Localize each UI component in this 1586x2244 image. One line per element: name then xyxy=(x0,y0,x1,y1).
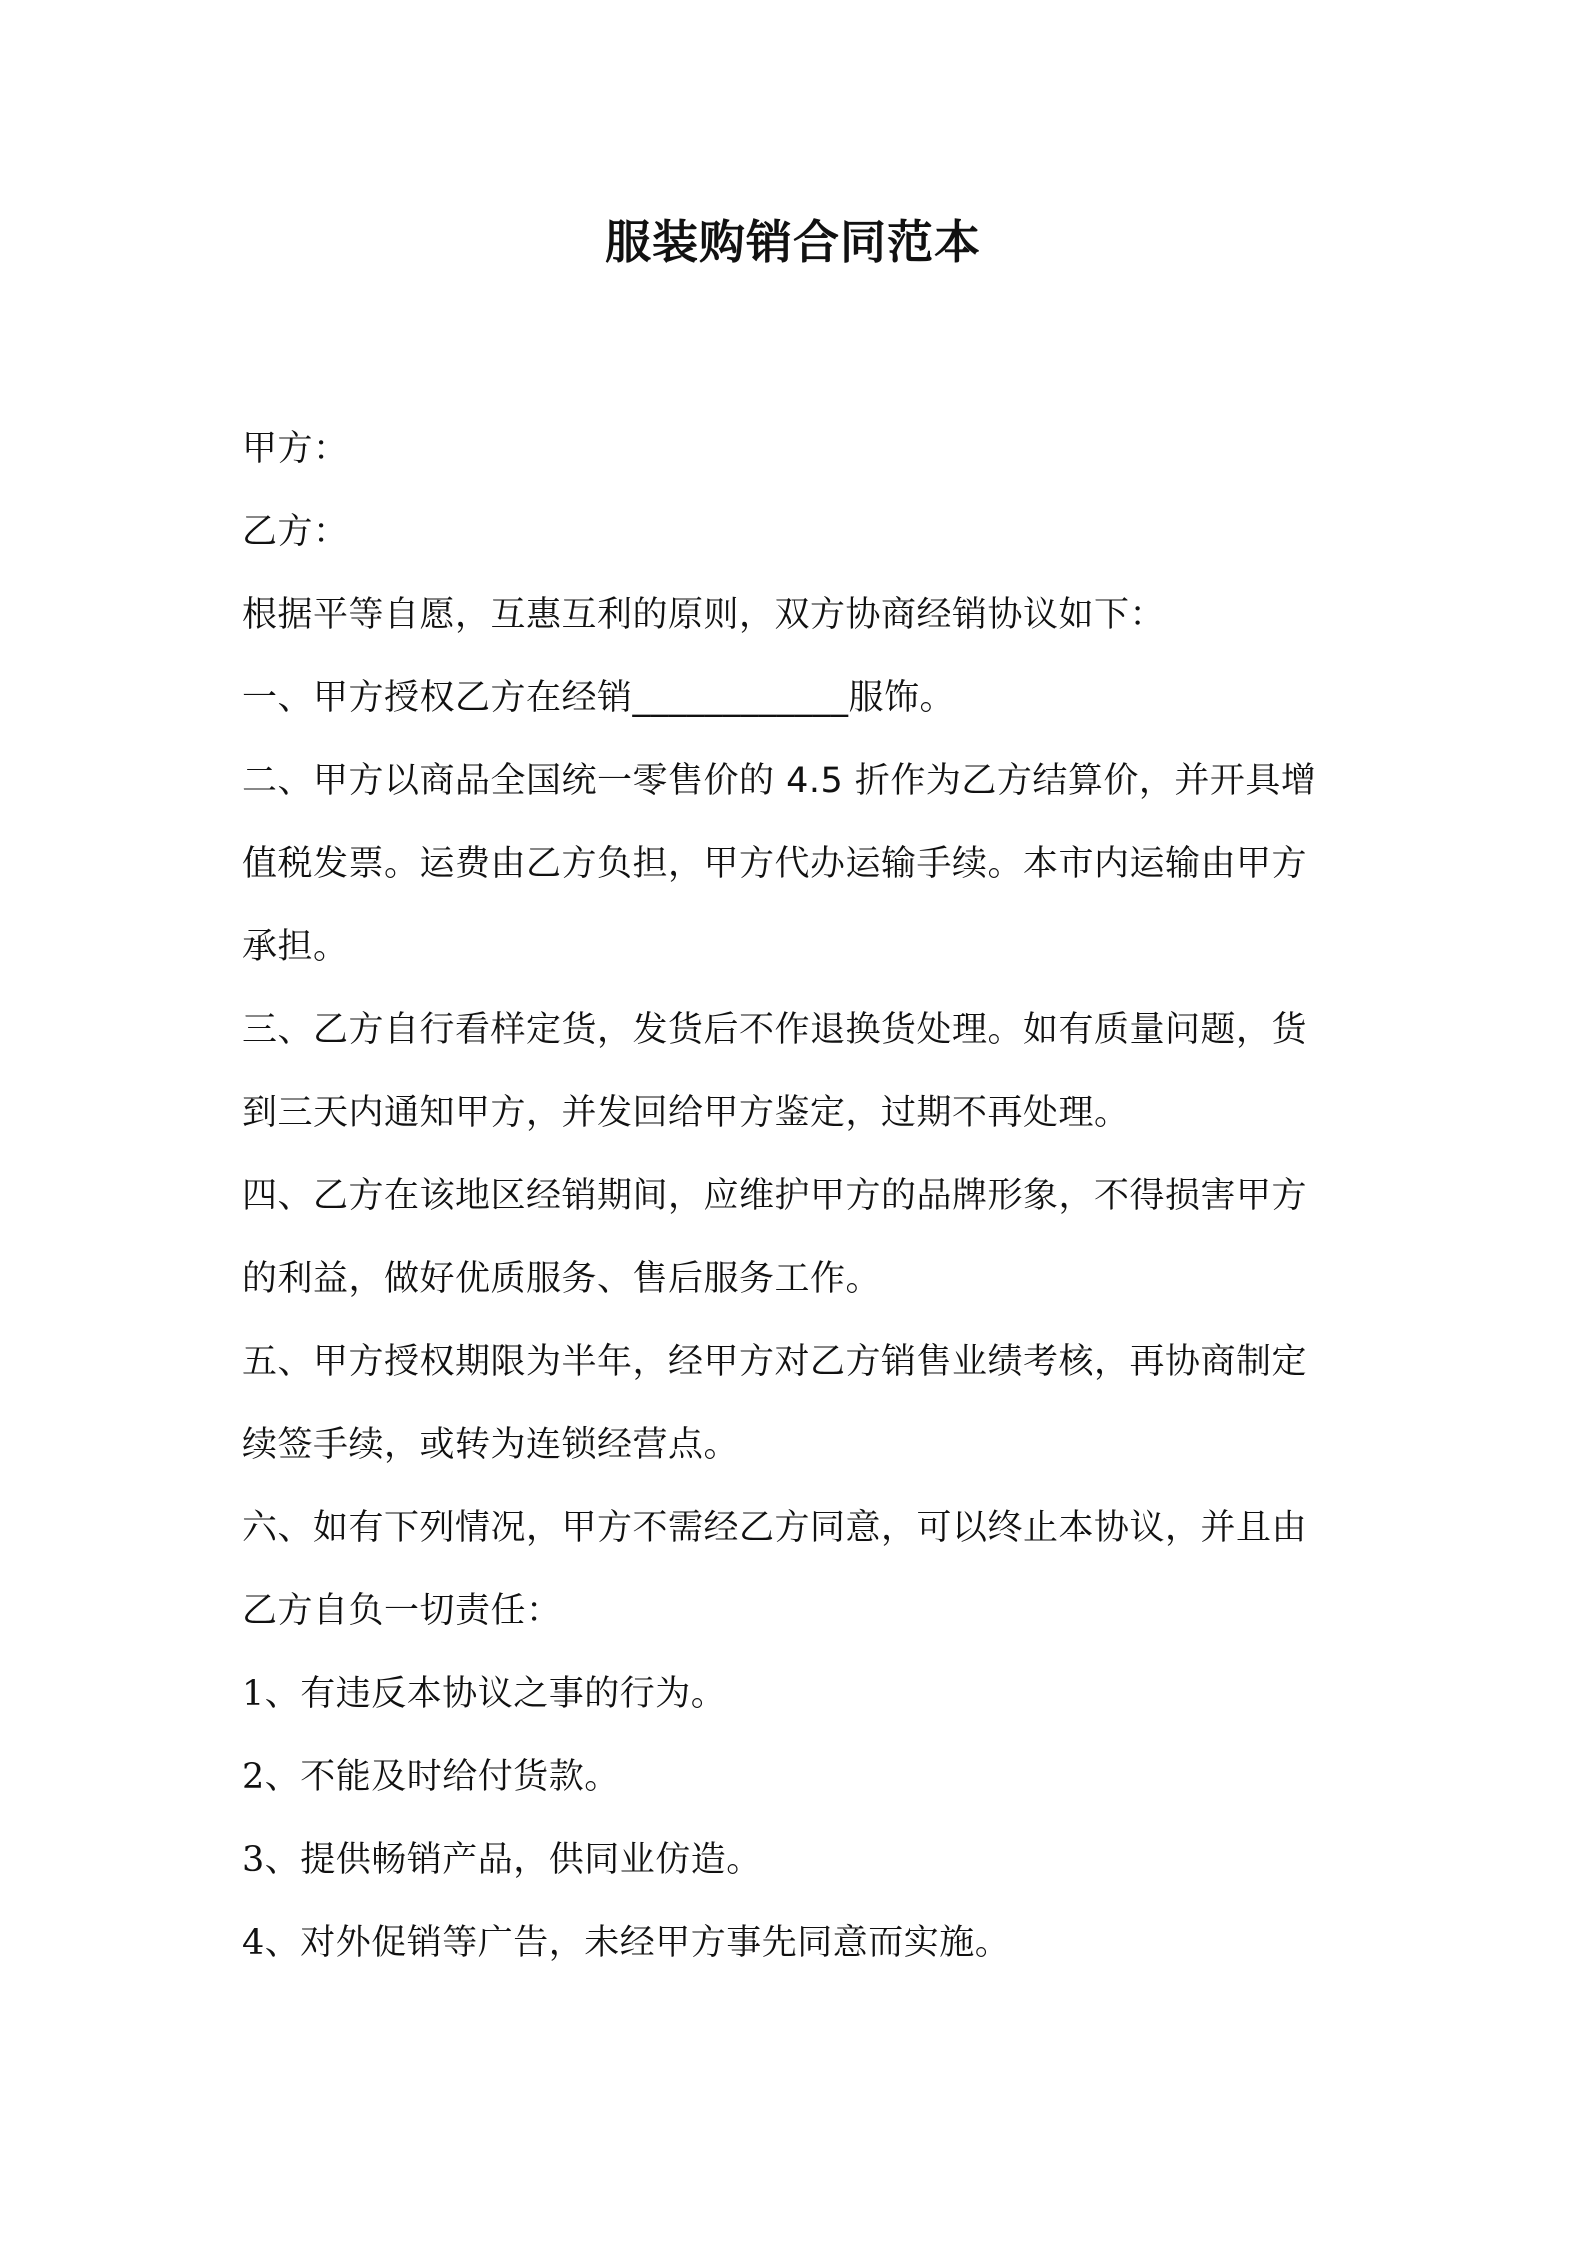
clause-4-line-1 xyxy=(242,1155,1354,1238)
clause-5-text-1: 甲方授权期限为半年，经甲方对乙方销售业绩考核，再协商制定 xyxy=(313,1342,1308,1382)
document-title: 服装购销合同范本 xyxy=(605,215,981,269)
clause-1-text-after: 服饰。 xyxy=(848,678,956,718)
clause-2-line-1 xyxy=(242,740,1354,823)
clause-6-line-1 xyxy=(242,1487,1354,1570)
clause-2-text-2: 值税发票。运费由乙方负担，甲方代办运输手续。本市内运输由甲方 xyxy=(242,844,1308,884)
list-item xyxy=(242,1736,1354,1819)
document-body xyxy=(242,408,1354,1985)
list-item-text: 对外促销等广告，未经甲方事先同意而实施。 xyxy=(300,1923,1011,1963)
clause-3-line-2 xyxy=(242,1072,1354,1155)
list-item-text: 提供畅销产品，供同业仿造。 xyxy=(300,1840,762,1880)
clause-3-text-1: 乙方自行看样定货，发货后不作退换货处理。如有质量问题，货 xyxy=(313,1010,1308,1050)
party-a-label: 甲方： xyxy=(242,429,349,469)
party-b-line xyxy=(242,491,1354,574)
clause-2-text-1: 甲方以商品全国统一零售价的 4.5 折作为乙方结算价，并开具增 xyxy=(313,761,1317,801)
clause-1 xyxy=(242,657,1354,740)
clause-4-text-2: 的利益，做好优质服务、售后服务工作。 xyxy=(242,1259,882,1299)
clause-4-number: 四、 xyxy=(242,1176,314,1216)
clause-2-text-3: 承担。 xyxy=(242,927,349,967)
clause-5-number: 五、 xyxy=(242,1342,314,1382)
list-item-number: 2、 xyxy=(242,1757,301,1797)
clause-5-line-1 xyxy=(242,1321,1354,1404)
clause-3-line-1 xyxy=(242,989,1354,1072)
list-item-text: 有违反本协议之事的行为。 xyxy=(300,1674,727,1714)
clause-1-text-before: 甲方授权乙方在经销 xyxy=(313,678,633,718)
list-item-number: 4、 xyxy=(242,1923,301,1963)
party-a-line xyxy=(242,408,1354,491)
clause-2-line-3 xyxy=(242,906,1354,989)
clause-3-text-2: 到三天内通知甲方，并发回给甲方鉴定，过期不再处理。 xyxy=(242,1093,1130,1133)
clause-6-line-2 xyxy=(242,1570,1354,1653)
list-item xyxy=(242,1902,1354,1985)
clause-1-number: 一、 xyxy=(242,678,314,718)
clause-4-text-1: 乙方在该地区经销期间，应维护甲方的品牌形象，不得损害甲方 xyxy=(313,1176,1308,1216)
list-item-number: 1、 xyxy=(242,1674,301,1714)
preamble-text: 根据平等自愿，互惠互利的原则，双方协商经销协议如下： xyxy=(242,595,1166,635)
list-item-text: 不能及时给付货款。 xyxy=(300,1757,620,1797)
clause-2-number: 二、 xyxy=(242,761,314,801)
clause-6-text-2: 乙方自负一切责任： xyxy=(242,1591,562,1631)
clause-4-line-2 xyxy=(242,1238,1354,1321)
clause-6-text-1: 如有下列情况，甲方不需经乙方同意，可以终止本协议，并且由 xyxy=(313,1508,1308,1548)
list-item xyxy=(242,1819,1354,1902)
clause-3-number: 三、 xyxy=(242,1010,314,1050)
list-item xyxy=(242,1653,1354,1736)
list-item-number: 3、 xyxy=(242,1840,301,1880)
party-b-label: 乙方： xyxy=(242,512,349,552)
clause-5-text-2: 续签手续，或转为连锁经营点。 xyxy=(242,1425,740,1465)
preamble xyxy=(242,574,1354,657)
clause-5-line-2 xyxy=(242,1404,1354,1487)
clause-2-line-2 xyxy=(242,823,1354,906)
clause-6-number: 六、 xyxy=(242,1508,314,1548)
clause-1-blank: ____________ xyxy=(632,678,849,718)
